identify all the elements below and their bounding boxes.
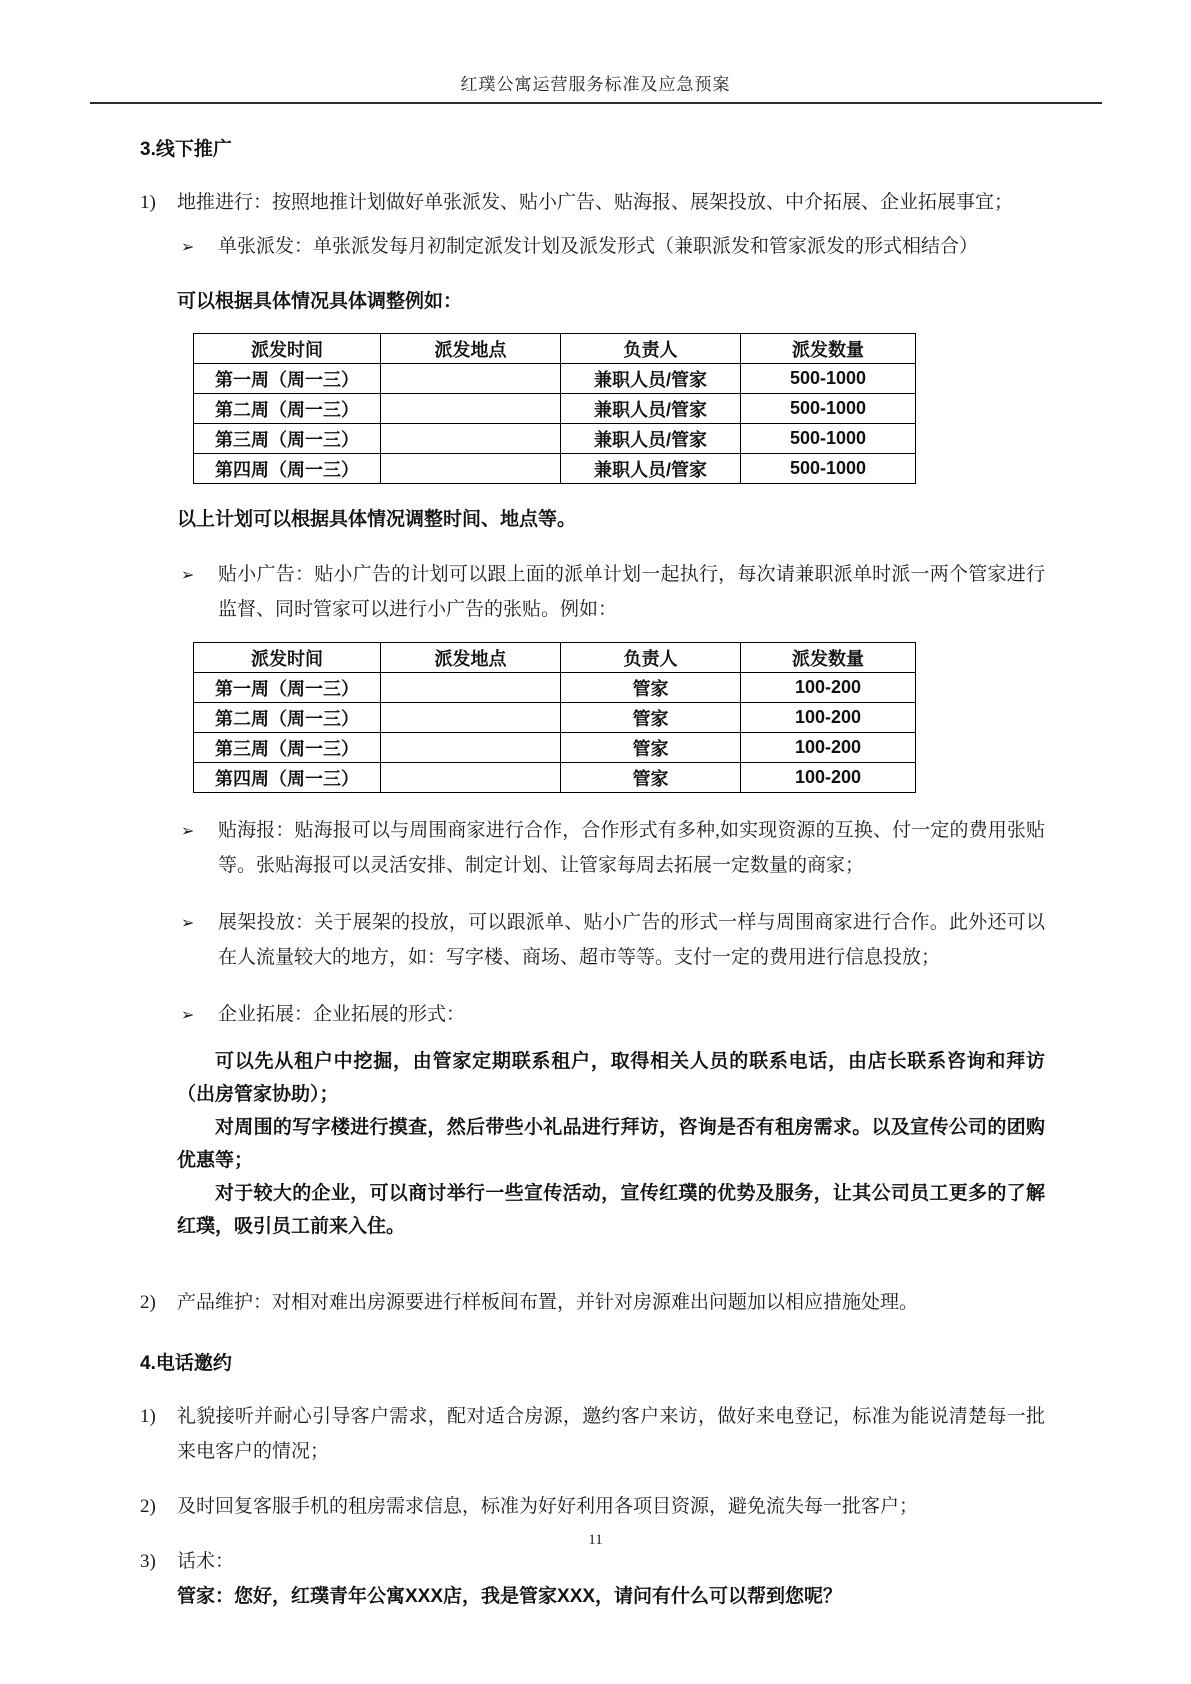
table-header-row (194, 334, 916, 364)
cell-week: 第四周（周一三） (194, 454, 381, 484)
table1-intro: 可以根据具体情况具体调整例如： (177, 291, 463, 312)
column-header: 派发时间 (194, 643, 381, 673)
section-4-heading: 4.电话邀约 (140, 1353, 232, 1374)
item-number: 3) (140, 1551, 156, 1572)
bullet-enterprise-expansion (181, 997, 1045, 1032)
table1-note: 以上计划可以根据具体情况调整时间、地点等。 (177, 509, 577, 530)
enterprise-paragraph-2: 对周围的写字楼进行摸查，然后带些小礼品进行拜访，咨询是否有租房需求。以及宣传公司的团购优惠等； (177, 1117, 1045, 1171)
item-number: 1) (140, 192, 156, 213)
cell-owner: 兼职人员/管家 (561, 424, 741, 454)
cell-week: 第一周（周一三） (194, 673, 381, 703)
cell-quantity: 500-1000 (741, 424, 916, 454)
item-number: 2) (140, 1292, 156, 1313)
table-row (194, 733, 916, 763)
phone-script-line: 管家：您好，红璞青年公寓XXX店，我是管家XXX，请问有什么可以帮到您呢？ (177, 1586, 843, 1607)
cell-week: 第三周（周一三） (194, 733, 381, 763)
numbered-item-phone-script (140, 1544, 1045, 1579)
table-row (194, 364, 916, 394)
cell-quantity: 500-1000 (741, 454, 916, 484)
cell-quantity: 100-200 (741, 673, 916, 703)
bullet-small-ads (181, 557, 1045, 627)
cell-quantity: 100-200 (741, 733, 916, 763)
table-row (194, 394, 916, 424)
bullet-arrow-icon: ➢ (181, 821, 195, 840)
bullet-text: 贴海报：贴海报可以与周围商家进行合作，合作形式有多种,如实现资源的互换、付一定的费用张贴等。张贴海报可以灵活安排、制定计划、让管家每周去拓展一定数量的商家； (218, 820, 1045, 876)
item-number: 1) (140, 1406, 156, 1427)
item-text: 产品维护：对相对难出房源要进行样板间布置，并针对房源难出问题加以相应措施处理。 (177, 1292, 919, 1313)
cell-location (381, 763, 561, 793)
column-header: 派发数量 (741, 643, 916, 673)
cell-week: 第四周（周一三） (194, 763, 381, 793)
column-header: 派发数量 (741, 334, 916, 364)
section-3-heading: 3.线下推广 (140, 139, 232, 160)
numbered-item-product-maintenance (140, 1285, 1045, 1320)
enterprise-paragraph-1: 可以先从租户中挖掘，由管家定期联系租户，取得相关人员的联系电话，由店长联系咨询和拜访（出房管家协助）； (177, 1051, 1045, 1105)
cell-week: 第二周（周一三） (194, 394, 381, 424)
numbered-item-timely-reply (140, 1489, 1045, 1524)
table-header-row (194, 643, 916, 673)
bullet-arrow-icon: ➢ (181, 565, 195, 584)
item-text: 地推进行：按照地推计划做好单张派发、贴小广告、贴海报、展架投放、中介拓展、企业拓展事宜； (177, 192, 1014, 213)
item-number: 2) (140, 1496, 156, 1517)
table-row (194, 673, 916, 703)
bullet-flyer-distribution (181, 229, 1045, 264)
cell-location (381, 394, 561, 424)
cell-owner: 兼职人员/管家 (561, 394, 741, 424)
bullet-text: 企业拓展：企业拓展的形式： (218, 1004, 466, 1025)
cell-location (381, 364, 561, 394)
page-number: 11 (588, 1532, 603, 1548)
small-ads-plan-table (193, 642, 916, 793)
column-header: 负责人 (561, 334, 741, 364)
cell-week: 第三周（周一三） (194, 424, 381, 454)
enterprise-paragraph-3: 对于较大的企业，可以商讨举行一些宣传活动，宣传红璞的优势及服务，让其公司员工更多的了解红璞，吸引员工前来入住。 (177, 1183, 1045, 1237)
flyer-plan-table (193, 333, 916, 484)
bullet-posters (181, 813, 1045, 883)
item-text: 话术： (177, 1551, 235, 1572)
column-header: 负责人 (561, 643, 741, 673)
cell-quantity: 500-1000 (741, 364, 916, 394)
cell-location (381, 673, 561, 703)
document-header (90, 0, 1102, 104)
table-row (194, 763, 916, 793)
cell-quantity: 100-200 (741, 763, 916, 793)
cell-owner: 兼职人员/管家 (561, 454, 741, 484)
numbered-item-polite-answering (140, 1399, 1045, 1469)
bullet-text: 展架投放：关于展架的投放，可以跟派单、贴小广告的形式一样与周围商家进行合作。此外还可以在人流量较大的地方，如：写字楼、商场、超市等等。支付一定的费用进行信息投放； (218, 912, 1045, 968)
bullet-arrow-icon: ➢ (181, 237, 195, 256)
cell-owner: 管家 (561, 703, 741, 733)
table-row (194, 454, 916, 484)
column-header: 派发地点 (381, 334, 561, 364)
cell-quantity: 100-200 (741, 703, 916, 733)
cell-week: 第一周（周一三） (194, 364, 381, 394)
cell-owner: 管家 (561, 733, 741, 763)
cell-location (381, 703, 561, 733)
item-text: 礼貌接听并耐心引导客户需求，配对适合房源，邀约客户来访，做好来电登记，标准为能说清楚每一批来电客户的情况； (177, 1406, 1045, 1462)
cell-owner: 管家 (561, 763, 741, 793)
cell-quantity: 500-1000 (741, 394, 916, 424)
document-body (0, 134, 1191, 1613)
cell-location (381, 424, 561, 454)
numbered-item-ground-promotion (140, 185, 1045, 220)
bullet-text: 单张派发：单张派发每月初制定派发计划及派发形式（兼职派发和管家派发的形式相结合） (218, 236, 979, 257)
table-row (194, 424, 916, 454)
cell-location (381, 733, 561, 763)
column-header: 派发时间 (194, 334, 381, 364)
column-header: 派发地点 (381, 643, 561, 673)
bullet-text: 贴小广告：贴小广告的计划可以跟上面的派单计划一起执行，每次请兼职派单时派一两个管家进行监督、同时管家可以进行小广告的张贴。例如： (218, 564, 1045, 620)
item-text: 及时回复客服手机的租房需求信息，标准为好好利用各项目资源，避免流失每一批客户； (177, 1496, 919, 1517)
bullet-arrow-icon: ➢ (181, 1005, 195, 1024)
cell-owner: 兼职人员/管家 (561, 364, 741, 394)
bullet-display-stands (181, 905, 1045, 975)
cell-location (381, 454, 561, 484)
table-row (194, 703, 916, 733)
document-header-title: 红璞公寓运营服务标准及应急预案 (460, 75, 731, 94)
cell-owner: 管家 (561, 673, 741, 703)
cell-week: 第二周（周一三） (194, 703, 381, 733)
bullet-arrow-icon: ➢ (181, 913, 195, 932)
